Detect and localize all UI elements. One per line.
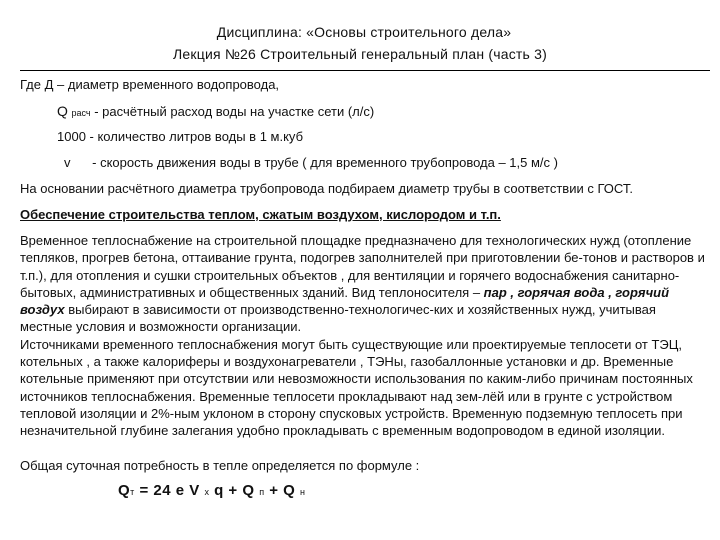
header-divider — [20, 70, 710, 71]
definition-q — [57, 103, 374, 121]
formula-x-sub: х — [204, 487, 210, 497]
basis-line: На основании расчётного диаметра трубопровода подбираем диаметр трубы в соответствии с ГОСТ. — [20, 181, 633, 196]
section-title — [20, 207, 501, 223]
section-title-text: Обеспечение строительства теплом, сжатым воздухом, кислородом и т.п. — [20, 207, 501, 222]
formula-plus: + Q — [264, 482, 301, 499]
formula-eq: = 24 е V — [134, 482, 205, 499]
paragraph-part-2: выбирают в зависимости от производственно-технологичес-ких и хозяйственных нужд, учитывая местные условия и возможности организации. — [20, 302, 656, 335]
formula-p-sub: п — [259, 487, 265, 497]
v-text: - скорость движения воды в трубе ( для временного трубопровода – 1,5 м/с ) — [92, 155, 558, 170]
q-subscript: расч — [71, 108, 91, 118]
heat-carrier-list: пар , горячая вода , горячий воздух — [20, 284, 670, 318]
q-text: - расчётный расход воды на участке сети (л/с) — [90, 104, 375, 119]
lecture-title: Лекция №26 Строительный генеральный план (часть 3) — [173, 46, 547, 62]
v-symbol: v — [64, 155, 71, 170]
definition-v — [64, 155, 558, 171]
formula-n-sub: н — [300, 487, 306, 497]
paragraph-part-3: Источниками временного теплоснабжения могут быть существующие или проектируемые теплосети от ТЭЦ, котельных , а также калориферы и воздухонагреватели , ТЭНы, газобаллонные установки и др. Временные котельные применяют при отсутствии или невозможности использования по каким-либо причинам постоянных источников теплоснабжения. Временные теплосети прокладывают над зем-лёй или в грунте с устройством тепловой изоляции и 2%-ным уклоном в сторону спусковых устройств. Временную подземную теплосеть при незначительной глубине залегания удобно прокладывать с временным водопроводом в единой изоляции. — [20, 336, 693, 439]
formula-q-sub: т — [130, 487, 135, 497]
heat-supply-paragraph — [20, 232, 710, 440]
definition-d: Где Д – диаметр временного водопровода, — [20, 77, 280, 92]
heat-demand-formula — [118, 482, 306, 499]
formula-q: Q — [118, 482, 131, 499]
formula-intro: Общая суточная потребность в тепле определяется по формуле : — [20, 458, 420, 473]
discipline-title: Дисциплина: «Основы строительного дела» — [216, 24, 512, 40]
q-symbol: Q — [57, 103, 68, 119]
formula-q2: q + Q — [209, 482, 260, 499]
paragraph-part-1: Временное теплоснабжение на строительной площадке предназначено для технологических нужд (отопление тепляков, прогрев бетона, оттаивание грунта, подогрев заполнителей при приготовлении бе-тонов и растворов и т.п.), для отопления и сушки строительных объектов , для вентиляции и горячего водоснабжения санитарно-бытовых, административных и общественных зданий. Вид теплоносителя – — [20, 233, 705, 300]
definition-1000: 1000 - количество литров воды в 1 м.куб — [57, 129, 304, 144]
